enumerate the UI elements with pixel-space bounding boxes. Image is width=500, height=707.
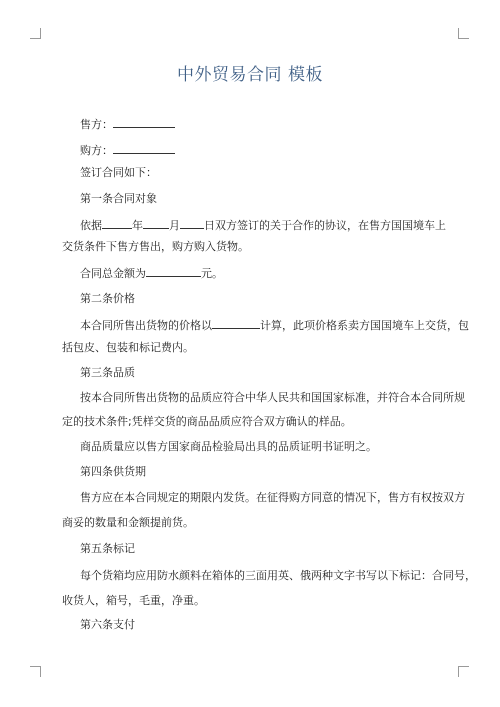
section4-paragraph1-cont: 商妥的数量和金额提前货。 xyxy=(62,516,194,529)
buyer-blank[interactable] xyxy=(113,143,175,154)
seller-blank[interactable] xyxy=(113,117,175,128)
year-label: 年 xyxy=(132,219,143,232)
section3-paragraph1: 按本合同所售出货物的品质应符合中华人民共和国国家标准，并符合本合同所规 xyxy=(80,391,465,404)
price-prefix: 本合同所售出货物的价格以 xyxy=(80,319,212,332)
section5-paragraph1: 每个货箱均应用防水颜料在箱体的三面用英、俄两种文字书写以下标记：合同号， xyxy=(80,569,476,582)
section2-paragraph1-cont: 括包皮、包装和标记费内。 xyxy=(62,341,194,354)
date-rest: 日双方签订的关于合作的协议，在售方国国境车上 xyxy=(204,219,446,232)
seller-line xyxy=(80,117,175,132)
section4-heading: 第四条供货期 xyxy=(80,465,146,478)
section6-heading: 第六条支付 xyxy=(80,618,135,631)
section3-paragraph1-cont: 定的技术条件;凭样交货的商品品质应符合双方确认的样品。 xyxy=(62,415,352,428)
document-title: 中外贸易合同 模板 xyxy=(177,65,323,85)
section3-paragraph2: 商品质量应以售方国家商品检验局出具的品质证明书证明之。 xyxy=(80,440,377,453)
month-label: 月 xyxy=(169,219,180,232)
section2-paragraph1 xyxy=(80,318,469,333)
section3-heading: 第三条品质 xyxy=(80,366,135,379)
price-rest: 计算，此项价格系卖方国国境车上交货，包 xyxy=(260,319,469,332)
crop-mark-bottom-right xyxy=(458,666,469,677)
seller-label: 售方： xyxy=(80,118,113,131)
section2-heading: 第二条价格 xyxy=(80,292,135,305)
section4-paragraph1: 售方应在本合同规定的期限内发货。在征得购方同意的情况下，售方有权按双方 xyxy=(80,491,465,504)
crop-mark-bottom-left xyxy=(30,666,41,677)
section1-paragraph1-cont: 交货条件下售方售出，购方购入货物。 xyxy=(62,240,249,253)
price-basis-blank[interactable] xyxy=(212,318,260,329)
date-prefix: 依据 xyxy=(80,219,102,232)
amount-suffix: 元。 xyxy=(201,267,223,280)
intro-text: 签订合同如下： xyxy=(80,166,157,179)
buyer-line xyxy=(80,143,175,158)
year-blank[interactable] xyxy=(102,218,132,229)
section5-paragraph1-cont: 收货人，箱号，毛重，净重。 xyxy=(62,594,205,607)
amount-blank[interactable] xyxy=(146,266,201,277)
month-blank[interactable] xyxy=(143,218,169,229)
crop-mark-top-left xyxy=(30,28,41,39)
amount-prefix: 合同总金额为 xyxy=(80,267,146,280)
crop-mark-top-right xyxy=(458,28,469,39)
section1-paragraph2 xyxy=(80,266,223,281)
buyer-label: 购方： xyxy=(80,144,113,157)
section1-heading: 第一条合同对象 xyxy=(80,192,157,205)
section1-paragraph1 xyxy=(80,218,446,233)
day-blank[interactable] xyxy=(180,218,204,229)
section5-heading: 第五条标记 xyxy=(80,542,135,555)
